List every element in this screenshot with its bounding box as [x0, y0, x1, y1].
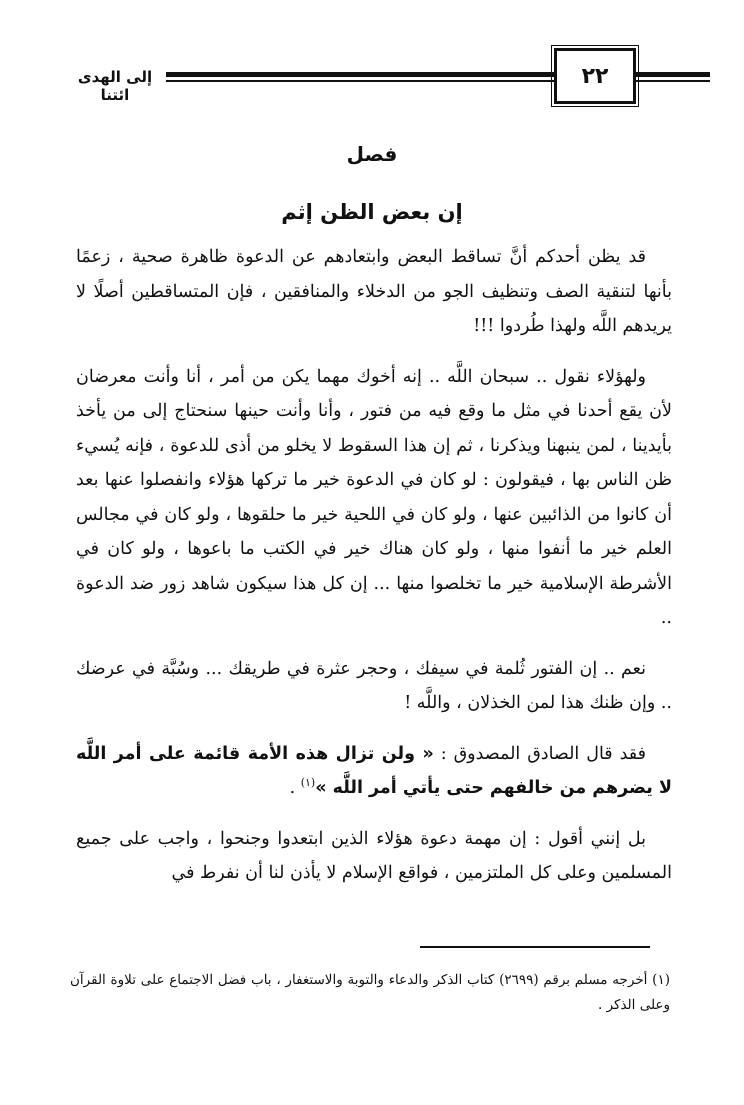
page-number: ٢٢: [554, 48, 636, 104]
hadith-end: .: [289, 778, 301, 798]
hadith-lead: فقد قال الصادق المصدوق :: [433, 743, 646, 764]
footnotes: [70, 968, 670, 1018]
body-text: [76, 240, 672, 907]
page-header: [66, 46, 710, 104]
footnote-reference: (١): [300, 776, 316, 790]
footnote-1: (١) أخرجه مسلم برقم (٢٦٩٩) كتاب الذكر والدعاء والتوبة والاستغفار ، باب فضل الاجتماع على تلاوة القرآن وعلى الذكر .: [70, 972, 670, 1013]
paragraph-2: ولهؤلاء نقول .. سبحان اللَّه .. إنه أخوك مهما يكن من أمر ، أنا وأنت معرضان لأن يقع أحدنا في مثل ما وقع فيه من فتور ، وأنا وأنت حينها سنحتاج إلى من يأخذ بأيدينا ، لمن ينبهنا ويذكرنا ، ثم إن هذا السقوط لا يخلو من أذى للدعوة ، فإنه يُسيء ظن الناس بها ، فيقولون : لو كان في الدعوة خير ما تركها هؤلاء وانفصلوا عنها بعد أن كانوا من الذائبين عنها ، ولو كان في اللحية خير ما حلقوها ، ولو كان في مجالس العلم خير ما أنفوا منها ، ولو كان هناك خير في الكتب ما باعوها ، ولو كان في الأشرطة الإسلامية خير ما تخلصوا منها ... إن كل هذا سيكون شاهد زور ضد الدعوة ..: [76, 366, 672, 628]
paragraph-hadith: [76, 737, 672, 806]
running-title: إلى الهدى ائتنا: [77, 68, 153, 104]
paragraph-1: قد يظن أحدكم أنَّ تساقط البعض وابتعادهم عن الدعوة ظاهرة صحية ، زعمًا بأنها لتنقية الصف وتنظيف الجو من الدخلاء والمنافقين ، فإن المتساقطين أصلًا لا يريدهم اللَّه ولهذا طُردوا !!!: [76, 247, 672, 336]
paragraph-last: بل إنني أقول : إن مهمة دعوة هؤلاء الذين ابتعدوا وجنحوا ، واجب على جميع المسلمين وعلى كل الملتزمين ، فواقع الإسلام لا يأذن لنا أن نفرط في: [76, 828, 672, 883]
paragraph-3: نعم .. إن الفتور ثُلمة في سيفك ، وحجر عثرة في طريقك ... وسُبَّة في عرضك .. وإن ظنك هذا لمن الخذلان ، واللَّه !: [76, 658, 672, 713]
section-title: إن بعض الظن إثم: [281, 200, 463, 224]
hadith-quote: « ولن تزال هذه الأمة قائمة على أمر اللَّه لا يضرهم من خالفهم حتى يأتي أمر اللَّه »: [76, 743, 672, 798]
footnote-separator: [420, 946, 650, 948]
chapter-title: فصل: [346, 142, 398, 166]
